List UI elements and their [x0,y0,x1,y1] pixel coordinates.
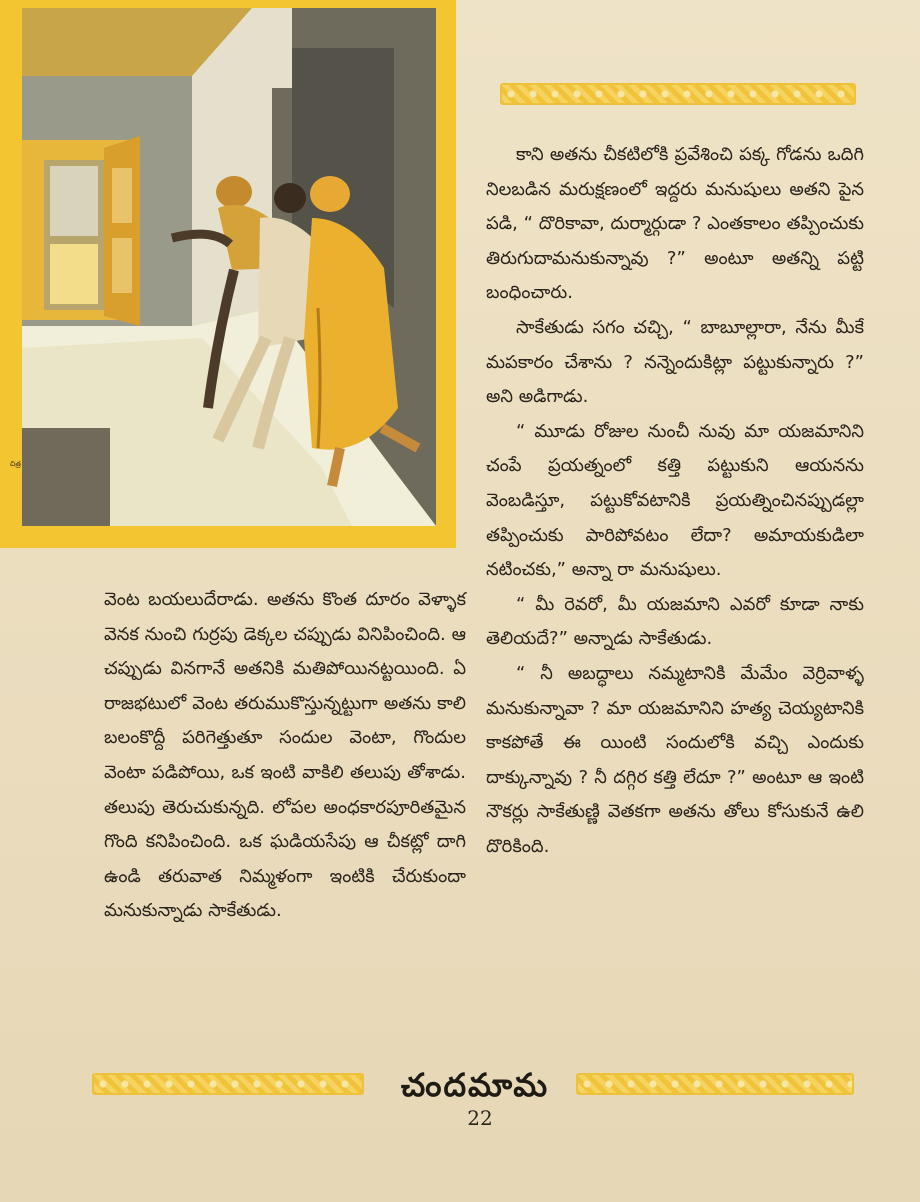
right-paragraph-5: “ నీ అబద్ధాలు నమ్మటానికి మేమేం వెర్రివాళ్ళ మనుకున్నావా ? మా యజమానిని హత్య చెయ్యటానికి కాకపోతే ఈ యింటి సందులోకి వచ్చి ఎందుకు దాక్కున్నావు ? నీ దగ్గిర కత్తి లేదూ ?” అంటూ ఆ ఇంటి నౌకర్లు సాకేతుణ్ణి వెతకగా అతను తోలు కోసుకునే ఉలి దొరికింది. [486,662,864,857]
artist-signature: చిత్ర [10,460,21,468]
illustration-image [22,8,436,526]
right-paragraph-3: “ మూడు రోజుల నుంచీ నువు మా యజమానిని చంపే ప్రయత్నంలో కత్తి పట్టుకుని ఆయనను వెంబడిస్తూ, పట్టుకోవటానికి ప్రయత్నించినప్పుడల్లా తప్పించుకు పారిపోవటం లేదా? అమాయకుడిలా నటించకు,” అన్నా రా మనుషులు. [486,420,864,581]
illustration-frame [0,0,456,548]
right-paragraph-4: “ మీ రెవరో, మీ యజమాని ఎవరో కూడా నాకు తెలియదే?” అన్నాడు సాకేతుడు. [486,593,864,650]
left-paragraph-1: వెంట బయలుదేరాడు. అతను కొంత దూరం వెళ్ళాక వెనక నుంచి గుర్రపు డెక్కల చప్పుడు వినిపించింది. ఆ చప్పుడు వినగానే అతనికి మతిపోయినట్టయింది. ఏ రాజభటులో వెంట తరుముకొస్తున్నట్టుగా అతను కాలి బలంకొద్దీ పరిగెత్తుతూ సందుల వెంటా, గొందుల వెంటా పడిపోయి, ఒక ఇంటి వాకిలి తలుపు తోశాడు. తలుపు తెరుచుకున్నది. లోపల అంధకారపూరితమైన గొంది కనిపించింది. ఒక ఘడియసేపు ఆ చీకట్లో దాగి ఉండి తరువాత నిమ్మళంగా ఇంటికి చేరుకుందా మనుకున్నాడు సాకేతుడు. [104,589,466,922]
story-illustration [22,8,436,526]
ornament-band-footer-right [576,1073,854,1095]
right-paragraph-2: సాకేతుడు సగం చచ్చి, “ బాబూల్లారా, నేను మీకే మపకారం చేశాను ? నన్నెందుకిట్లా పట్టుకున్నారు ?” అని అడిగాడు. [486,316,864,408]
right-paragraph-1: కాని అతను చీకటిలోకి ప్రవేశించి పక్క గోడను ఒదిగి నిలబడిన మరుక్షణంలో ఇద్దరు మనుషులు అతని పైన పడి, “ దొరికావా, దుర్మార్గుడా ? ఎంతకాలం తప్పించుకు తిరుగుదామనుకున్నావు ?” అంటూ అతన్ని పట్టి బంధించారు. [486,144,864,304]
magazine-masthead: చందమామ [400,1066,550,1104]
right-column [486,138,864,864]
left-column [104,583,466,929]
page-number: 22 [467,1106,493,1130]
ornament-band-top [500,83,856,105]
ornament-band-footer-left [92,1073,364,1095]
